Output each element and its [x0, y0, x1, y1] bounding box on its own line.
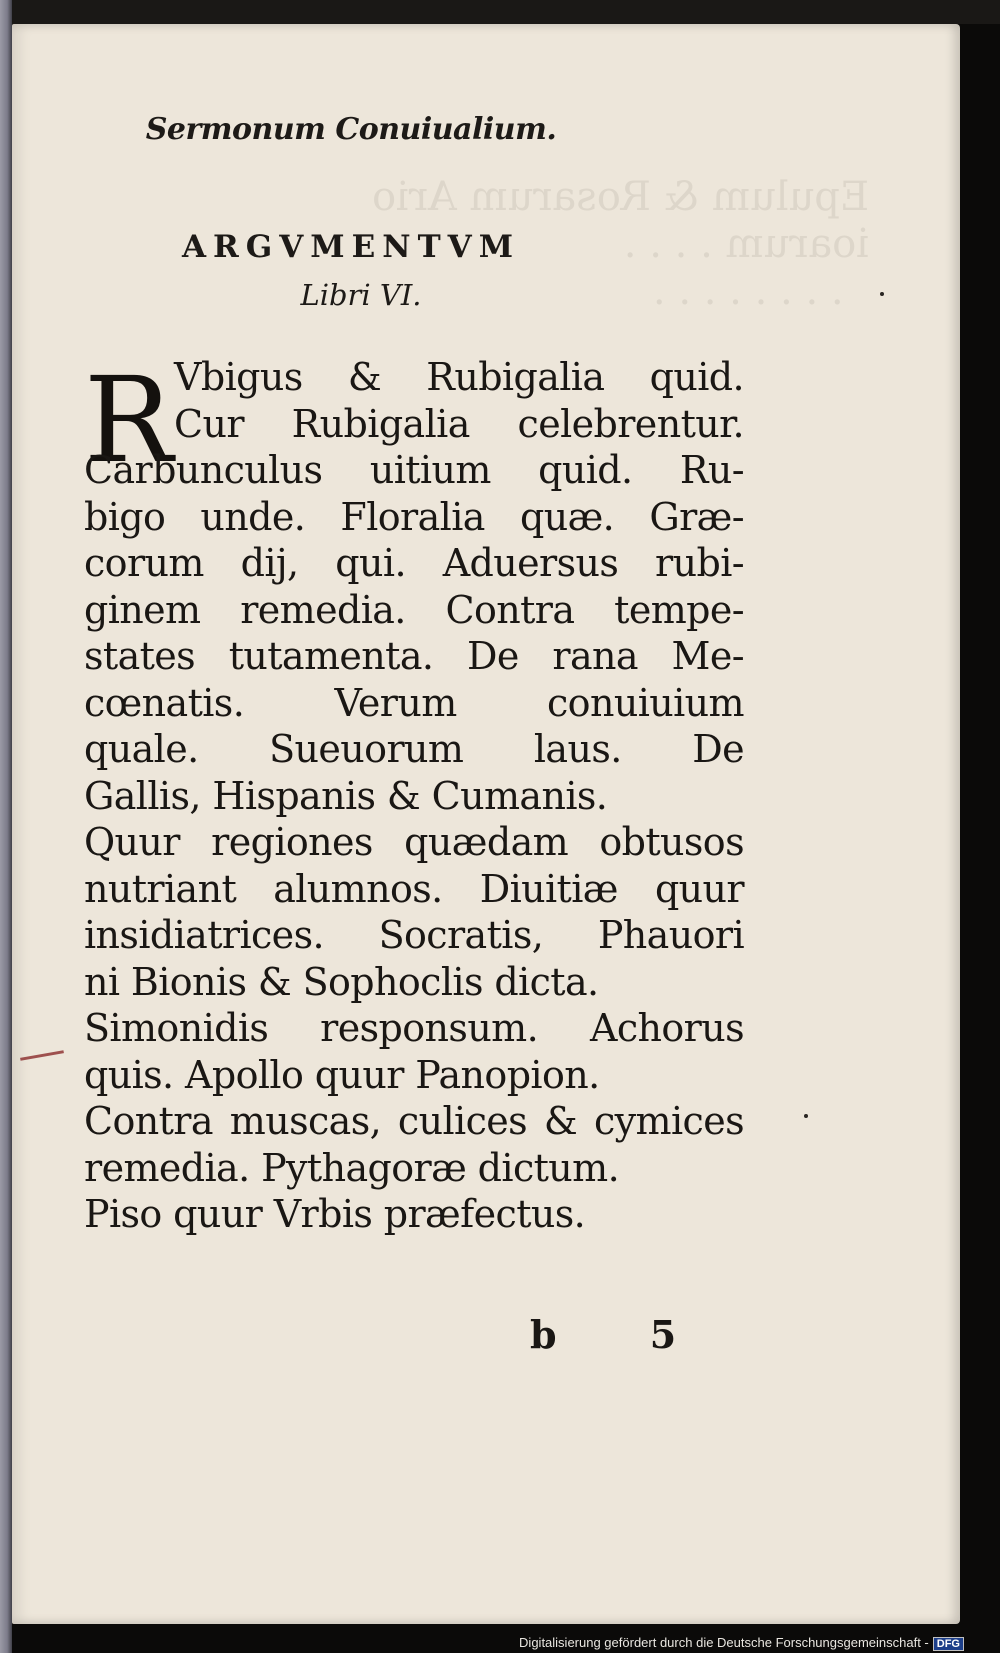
ink-speck [804, 1114, 808, 1118]
text-line: remedia. Pythagoræ dictum. [84, 1145, 620, 1190]
signature-mark: b 5 [530, 1312, 717, 1357]
credit-text: Digitalisierung gefördert durch die Deutsche Forschungsgemeinschaft - [519, 1635, 929, 1650]
text-line: ni Bionis & Sophoclis dicta. [84, 959, 599, 1004]
text-line: Carbunculus uitium quid. Ru- [84, 448, 744, 492]
text-line: Quur regiones quædam obtusos [84, 820, 744, 864]
argument-title: ARGVMENTVM [181, 229, 521, 265]
ink-speck [880, 292, 884, 296]
text-line: bigo unde. Floralia quæ. Græ- [84, 494, 744, 539]
text-line: states tutamenta. De rana Me- [84, 634, 744, 678]
text-line: quale. Sueuorum laus. De [84, 727, 744, 771]
show-through-text: Epulum & Rosarum Ario ioarum . . . . . . . . . . . . [372, 174, 870, 314]
text-line: Simonidis responsum. Achorus [84, 1006, 744, 1050]
book-binding-edge [0, 0, 12, 1653]
text-line: nutriant alumnos. Diuitiæ quur [84, 866, 744, 911]
text-line: Piso quur Vrbis præfectus. [84, 1192, 586, 1236]
text-line: Contra muscas, culices & cymices [84, 1099, 744, 1143]
scan-top-edge [0, 0, 1000, 24]
argument-subtitle: Libri VI. [300, 278, 422, 312]
text-line: corum dij, qui. Aduersus rubi- [84, 541, 744, 585]
digitization-credit [519, 1635, 964, 1651]
book-page [12, 24, 960, 1624]
drop-cap: R [84, 351, 173, 489]
text-line: insidiatrices. Socratis, Phauori [84, 913, 744, 957]
text-line: ginem remedia. Contra tempe- [84, 587, 744, 632]
text-line: Vbigus & Rubigalia quid. [174, 355, 744, 399]
text-line: Cur Rubigalia celebrentur. [174, 401, 744, 446]
argument-text [84, 351, 744, 1238]
text-line: cœnatis. Verum conuiuium [84, 680, 744, 725]
margin-ink-mark [20, 1050, 64, 1061]
dfg-logo: DFG [933, 1637, 964, 1651]
running-head: Sermonum Conuiualium. [145, 112, 557, 147]
text-line: quis. Apollo quur Panopion. [84, 1052, 600, 1097]
text-line: Gallis, Hispanis & Cumanis. [84, 773, 608, 818]
